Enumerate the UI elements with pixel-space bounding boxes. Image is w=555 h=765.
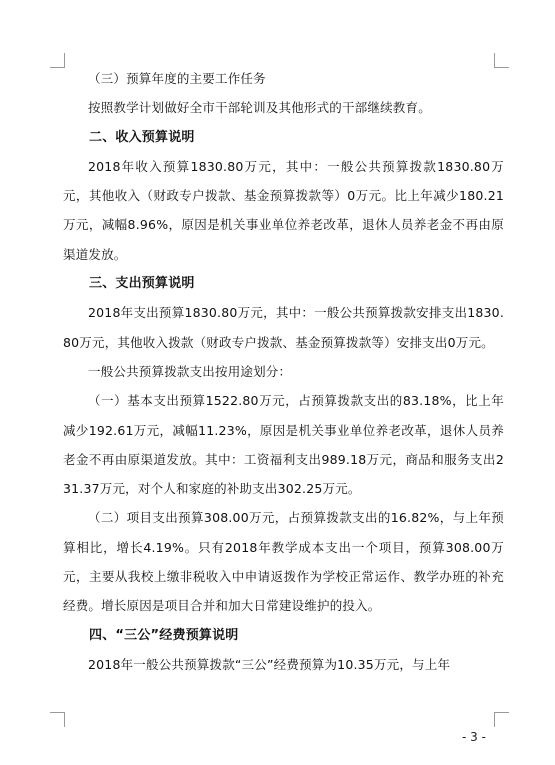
paragraph-basic-expenditure: （一）基本支出预算1522.80万元，占预算拨款支出的83.18%，比上年减少192.61万元，减幅11.23%，原因是机关事业单位养老改革，退休人员养老金不再由原渠道发放。其中：工资福利支出989.18万元，商品和服务支出231.37万元，对个人和家庭的补助支出302.25万元。 <box>63 393 504 497</box>
section-heading-income: 二、收入预算说明 <box>89 129 195 145</box>
section-heading-expenditure: 三、支出预算说明 <box>89 276 195 292</box>
paragraph-three-public: 2018年一般公共预算拨款“三公”经费预算为10.35万元，与上年 <box>88 656 451 672</box>
document-body <box>63 64 504 679</box>
page-number: - 3 - <box>462 730 486 744</box>
section-heading-three-public: 四、“三公”经费预算说明 <box>89 627 239 643</box>
paragraph-expenditure-by-use: 一般公共预算拨款支出按用途划分： <box>88 363 292 379</box>
paragraph-project-expenditure: （二）项目支出预算308.00万元，占预算拨款支出的16.82%，与上年预算相比，增长4.19%。只有2018年教学成本支出一个项目，预算308.00万元，主要从我校上缴非税收入中申请返拨作为学校正常运作、教学办班的补充经费。增长原因是项目合并和加大日常建设维护的投入。 <box>63 510 504 614</box>
crop-mark-bottom-right <box>494 712 509 727</box>
section-subheading-work-tasks: （三）预算年度的主要工作任务 <box>88 71 266 86</box>
paragraph-income: 2018年收入预算1830.80万元，其中：一般公共预算拨款1830.80万元，其他收入（财政专户拨款、基金预算拨款等）0万元。比上年减少180.21万元，减幅8.96%，原因是机关事业单位养老改革，退休人员养老金不再由原渠道发放。 <box>63 158 504 262</box>
paragraph-expenditure: 2018年支出预算1830.80万元，其中：一般公共预算拨款安排支出1830.80万元，其他收入拨款（财政专户拨款、基金预算拨款等）安排支出0万元。 <box>63 305 504 350</box>
crop-mark-bottom-left <box>50 712 65 727</box>
paragraph-work-tasks: 按照教学计划做好全市干部轮训及其他形式的干部继续教育。 <box>88 100 431 116</box>
